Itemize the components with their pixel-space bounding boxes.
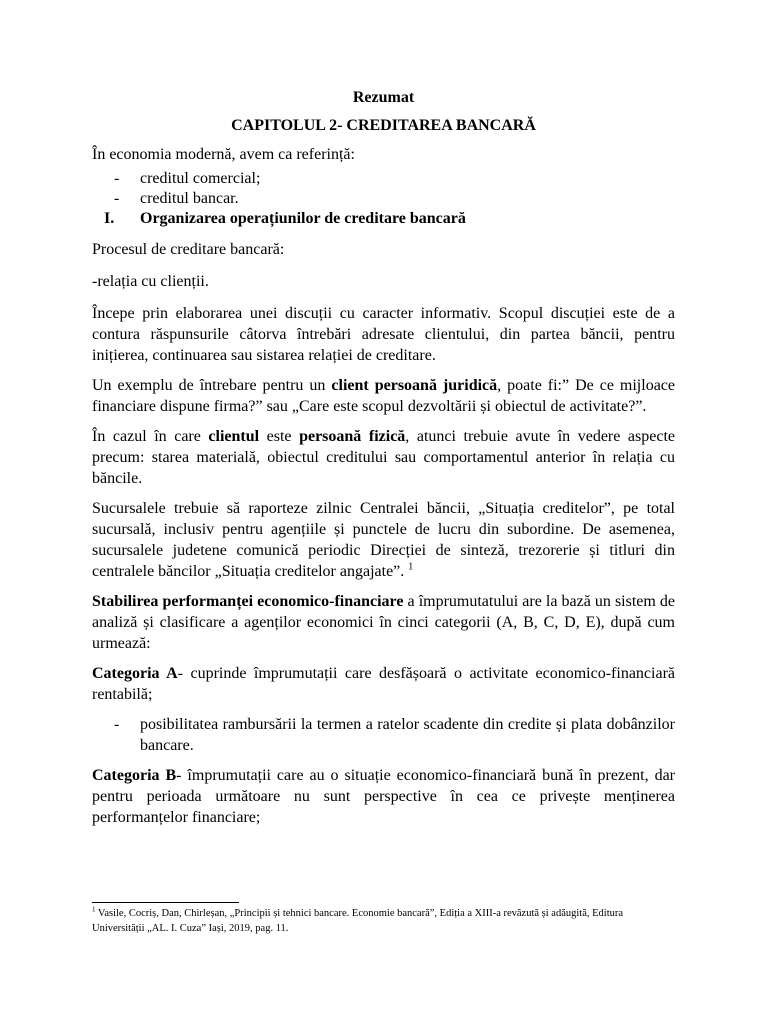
dash-marker: - (114, 190, 120, 207)
document-page (92, 88, 675, 837)
list-item: - creditul comercial; (114, 170, 261, 187)
dash-marker: - (114, 716, 120, 733)
category-b-paragraph: Categoria B- împrumutații care au o situație economico-financiară bună în prezent, dar pentru perioada următoare nu sunt perspective în cea ce privește menținerea performanțelor financiare; (92, 767, 675, 826)
footnote (92, 906, 675, 936)
relation-paragraph: -relația cu clienții. (92, 273, 209, 290)
category-a-paragraph: Categoria A- cuprinde împrumutații care desfășoară o activitate economico-financiară rentabilă; (92, 665, 676, 703)
document-title: Rezumat (352, 89, 415, 106)
footnote-text: Vasile, Cocriș, Dan, Chirleșan, „Principii și tehnici bancare. Economie bancară”, Ediția a XIII-a revăzută și adăugită, Editura Universității „AL. I. Cuza” Iași, 2019, pag. 11. (92, 908, 624, 934)
section-heading (92, 209, 675, 229)
natural-person-paragraph: În cazul în care clientul este persoană fizică, atunci trebuie avute în vedere aspecte precum: starea materială, obiectul creditului sau comportamentul anterior în relația cu băncile. (92, 428, 675, 487)
credit-types-list (92, 169, 675, 209)
dash-marker: - (114, 170, 120, 187)
footnote-mark: 1 (92, 905, 96, 914)
footnote-reference: 1 (408, 561, 414, 573)
intro-paragraph: În economia modernă, avem ca referință: (92, 146, 355, 163)
list-item: - creditul bancar. (114, 190, 239, 207)
process-paragraph: Procesul de creditare bancară: (92, 241, 285, 258)
example-paragraph: Un exemplu de întrebare pentru un client persoană juridică, poate fi:” De ce mijloace financiare dispune firma?” sau „Care este scopul dezvoltării și obiectul de activitate?”. (92, 377, 676, 415)
footnote-divider (92, 902, 239, 903)
chapter-title: CAPITOLUL 2- CREDITAREA BANCARĂ (231, 117, 536, 134)
section-title: Organizarea operațiunilor de creditare bancară (140, 210, 466, 227)
branches-paragraph: Sucursalele trebuie să raporteze zilnic Centralei băncii, „Situația creditelor”, pe total sucursală, inclusiv pentru agențiile și punctele de lucru din subordine. De asemenea, sucursalele judetene comunică periodic Direcției de sinteză, trezorerie și titluri din centralele băncilor „Situația creditelor angajate”. $^1$ (92, 500, 675, 580)
performance-paragraph: Stabilirea performanței economico-financiare a împrumutatului are la bază un sistem de analiză și clasificare a agenților economici în cinci categorii (A, B, C, D, E), după cum urmează: (92, 593, 675, 652)
discussion-paragraph: Începe prin elaborarea unei discuții cu caracter informativ. Scopul discuției este de a contura răspunsurile câtorva întrebări adresate clientului, din partea băncii, pentru inițierea, continuarea sau sistarea relației de creditare. (92, 305, 675, 364)
section-number: I. (104, 210, 115, 227)
category-a-bullet: - posibilitatea rambursării la termen a ratelor scadente din credite și plata dobânzilor bancare. (114, 716, 675, 754)
